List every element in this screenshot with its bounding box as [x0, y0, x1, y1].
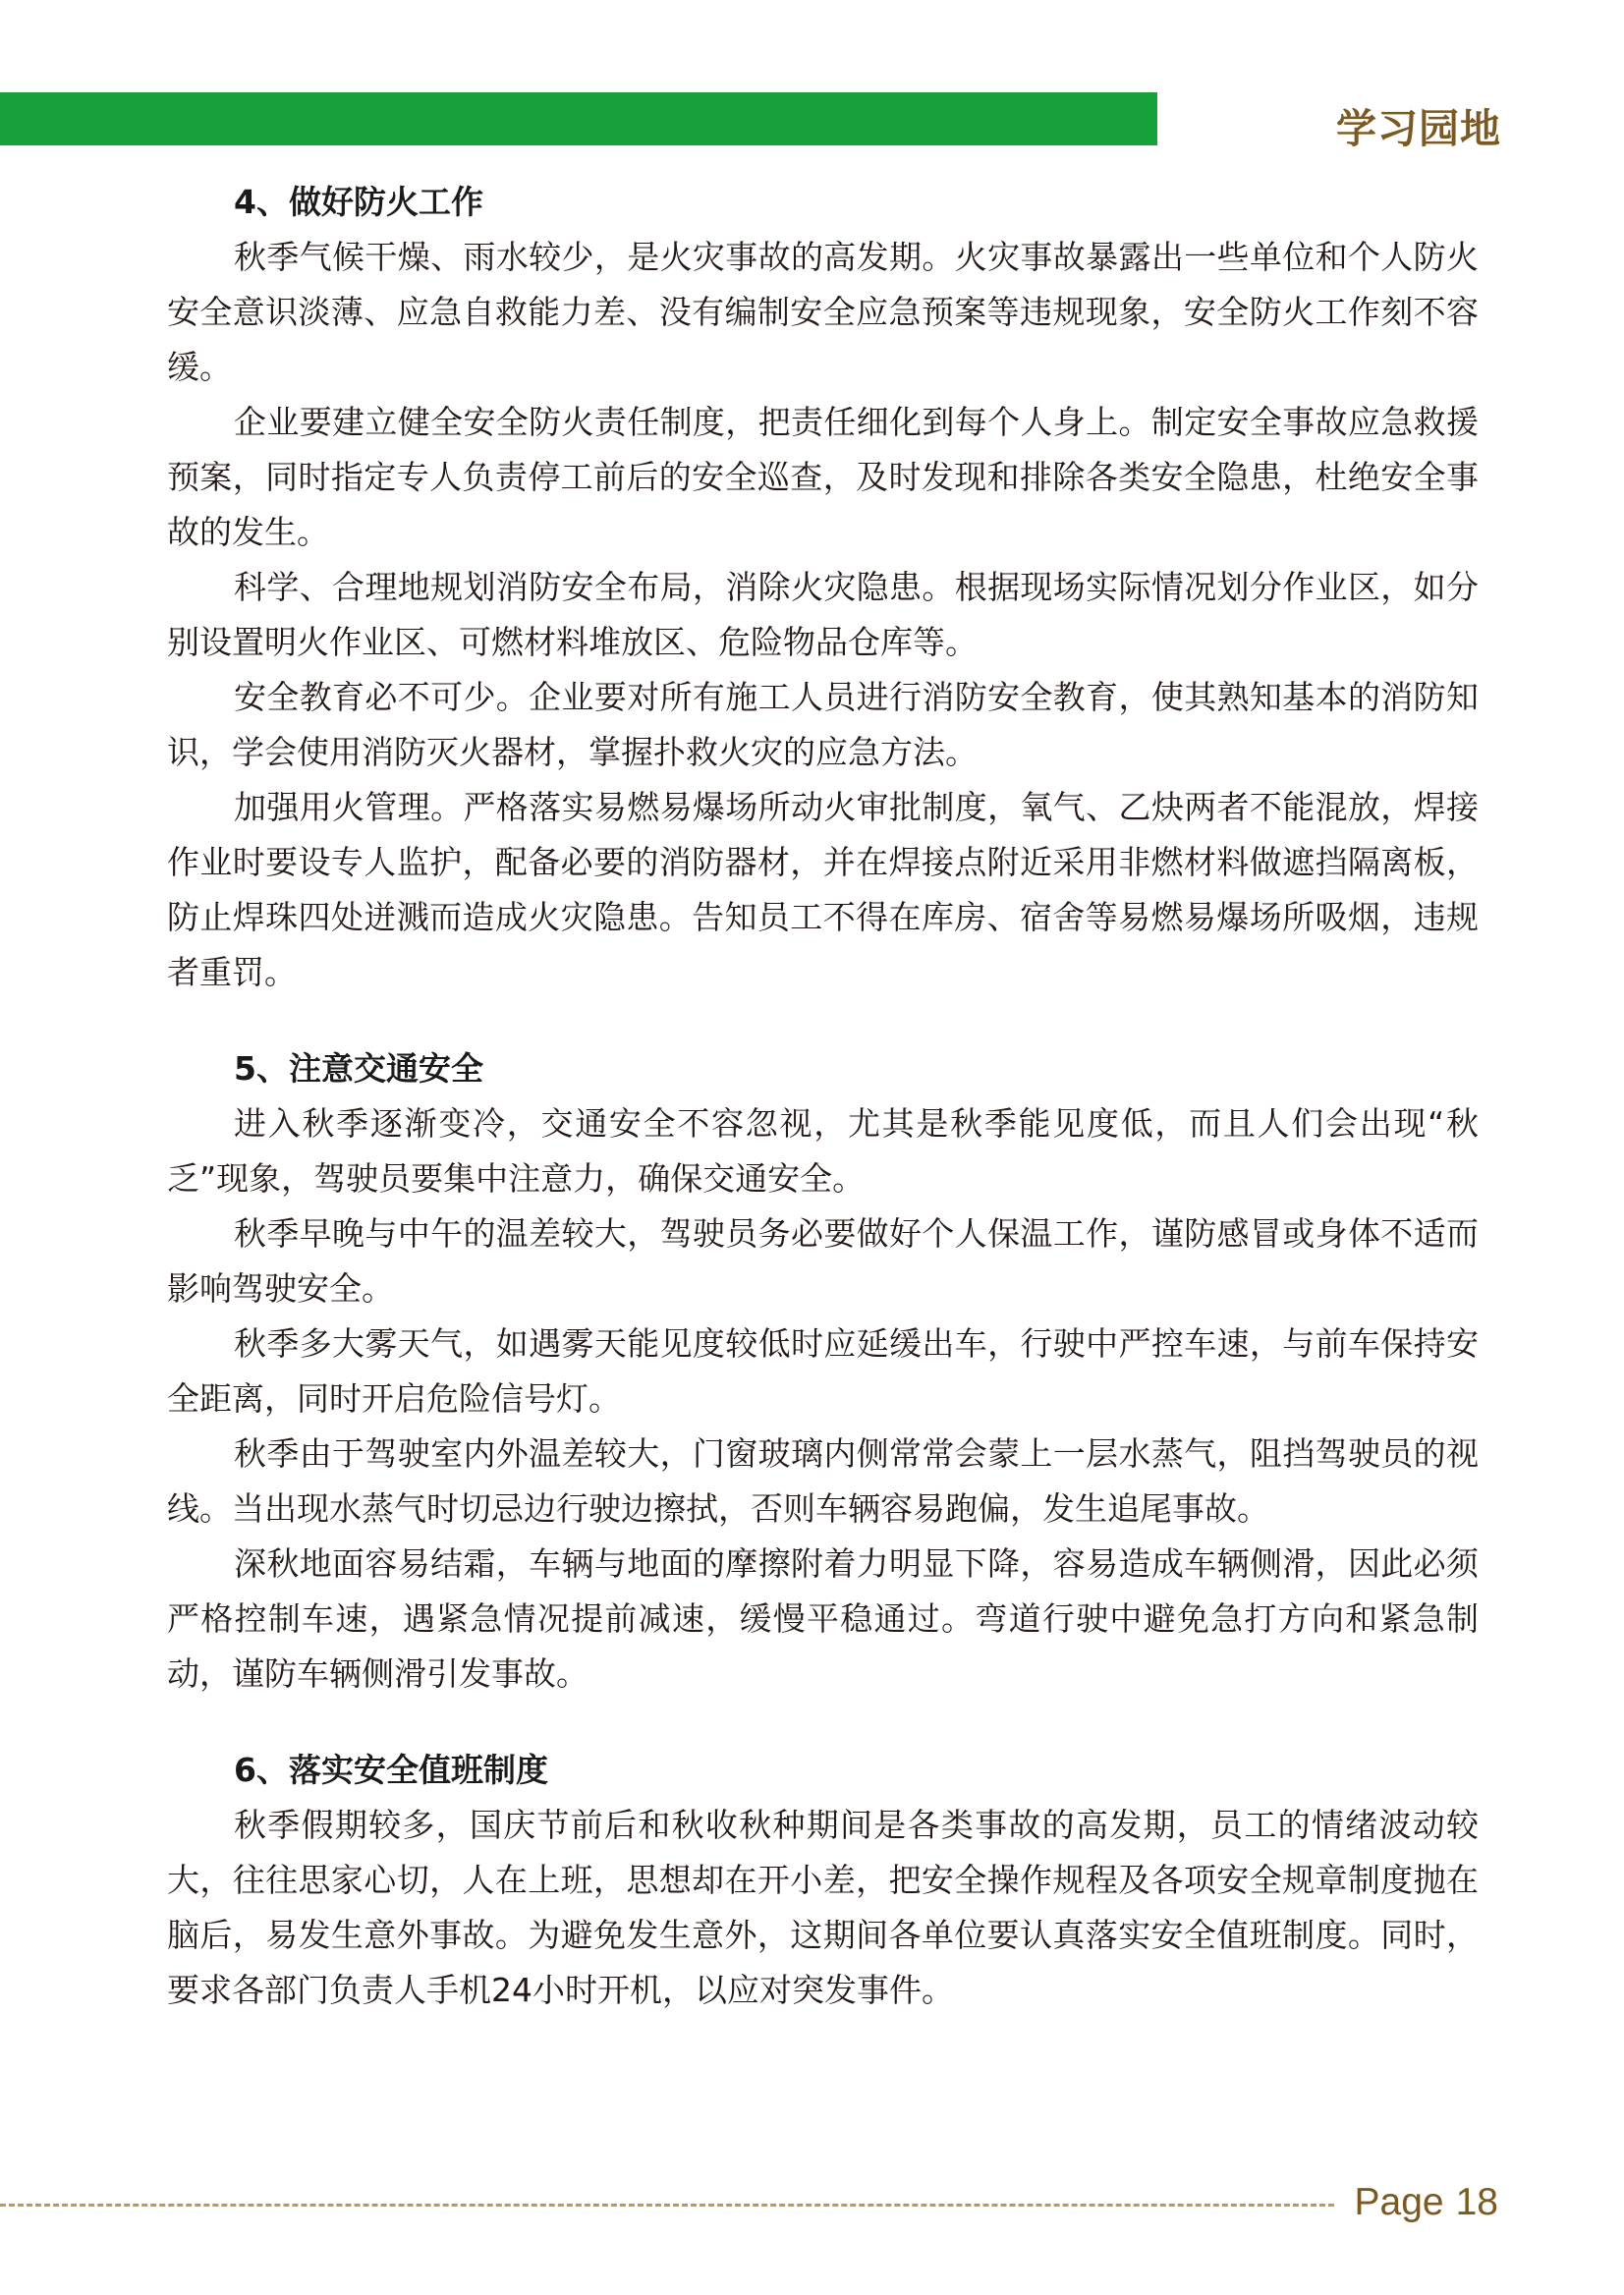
header-accent-bar — [0, 92, 1157, 145]
article-body — [167, 175, 1479, 2018]
paragraph: 秋季多大雾天气，如遇雾天能见度较低时应延缓出车，行驶中严控车速，与前车保持安全距离，同时开启危险信号灯。 — [167, 1324, 1479, 1418]
section-fire-safety — [167, 175, 1479, 1000]
section-spacer — [167, 1000, 1479, 1041]
page-label: Page — [1354, 2181, 1444, 2223]
section-heading: 4、做好防火工作 — [234, 183, 483, 221]
paragraph: 深秋地面容易结霜，车辆与地面的摩擦附着力明显下降，容易造成车辆侧滑，因此必须严格控制车速，遇紧急情况提前减速，缓慢平稳通过。弯道行驶中避免急打方向和紧急制动，谨防车辆侧滑引发事故。 — [167, 1544, 1479, 1693]
paragraph: 企业要建立健全安全防火责任制度，把责任细化到每个人身上。制定安全事故应急救援预案，同时指定专人负责停工前后的安全巡查，及时发现和排除各类安全隐患，杜绝安全事故的发生。 — [167, 403, 1479, 551]
paragraph: 加强用火管理。严格落实易燃易爆场所动火审批制度，氧气、乙炔两者不能混放，焊接作业时要设专人监护，配备必要的消防器材，并在焊接点附近采用非燃材料做遮挡隔离板，防止焊珠四处迸溅而造成火灾隐患。告知员工不得在库房、宿舍等易燃易爆场所吸烟，违规者重罚。 — [167, 788, 1479, 991]
section-heading: 6、落实安全值班制度 — [234, 1751, 548, 1789]
section-spacer — [167, 1702, 1479, 1743]
paragraph: 秋季假期较多，国庆节前后和秋收秋种期间是各类事故的高发期，员工的情绪波动较大，往往思家心切，人在上班，思想却在开小差，把安全操作规程及各项安全规章制度抛在脑后，易发生意外事故。为避免发生意外，这期间各单位要认真落实安全值班制度。同时，要求各部门负责人手机24小时开机，以应对突发事件。 — [167, 1806, 1479, 2009]
paragraph: 秋季由于驾驶室内外温差较大，门窗玻璃内侧常常会蒙上一层水蒸气，阻挡驾驶员的视线。当出现水蒸气时切忌边行驶边擦拭，否则车辆容易跑偏，发生追尾事故。 — [167, 1434, 1479, 1528]
page-number-value: 18 — [1455, 2181, 1498, 2223]
section-title: 学习园地 — [1336, 105, 1501, 152]
paragraph: 安全教育必不可少。企业要对所有施工人员进行消防安全教育，使其熟知基本的消防知识，学会使用消防灭火器材，掌握扑救火灾的应急方法。 — [167, 678, 1479, 771]
paragraph: 秋季气候干燥、雨水较少，是火灾事故的高发期。火灾事故暴露出一些单位和个人防火安全意识淡薄、应急自救能力差、没有编制安全应急预案等违规现象，安全防火工作刻不容缓。 — [167, 238, 1479, 386]
section-heading: 5、注意交通安全 — [234, 1049, 483, 1088]
page-number — [1355, 2181, 1498, 2224]
paragraph: 秋季早晚与中午的温差较大，驾驶员务必要做好个人保温工作，谨防感冒或身体不适而影响驾驶安全。 — [167, 1214, 1479, 1308]
paragraph: 科学、合理地规划消防安全布局，消除火灾隐患。根据现场实际情况划分作业区，如分别设置明火作业区、可燃材料堆放区、危险物品仓库等。 — [167, 568, 1479, 661]
paragraph: 进入秋季逐渐变冷，交通安全不容忽视，尤其是秋季能见度低，而且人们会出现“秋乏”现象，驾驶员要集中注意力，确保交通安全。 — [167, 1104, 1479, 1198]
footer-divider — [0, 2204, 1334, 2207]
section-duty-system — [167, 1743, 1479, 2018]
section-traffic-safety — [167, 1041, 1479, 1702]
